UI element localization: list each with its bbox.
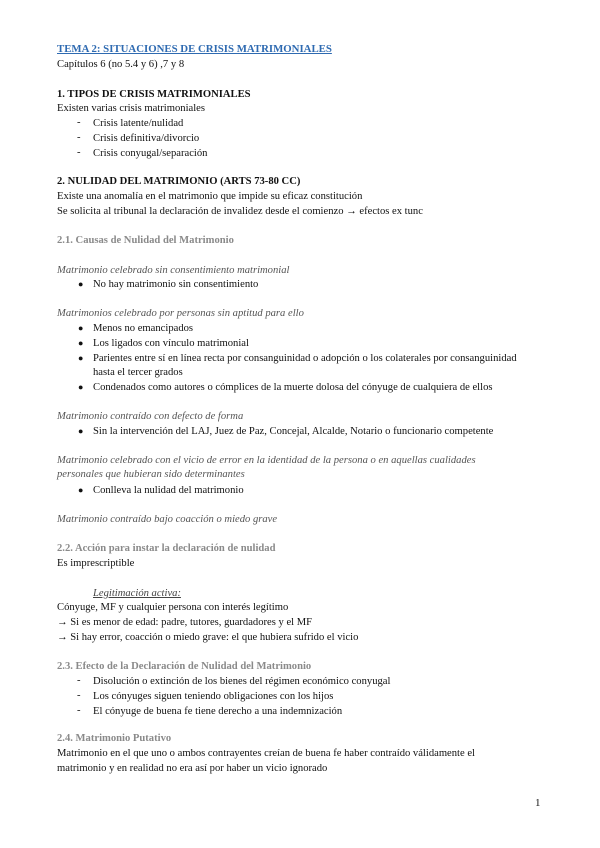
page-number: 1 (535, 797, 541, 809)
cause-label: Matrimonio contraído bajo coacción o miedo grave (57, 514, 278, 525)
effect-item: El cónyuge de buena fe tiene derecho a una indemnización (93, 706, 343, 717)
cause-item: Menos no emancipados (93, 323, 194, 334)
dash-marker: - (77, 690, 81, 701)
section-1-heading: 1. TIPOS DE CRISIS MATRIMONIALES (57, 89, 251, 100)
cause-item-continuation: hasta el tercer grados (93, 367, 183, 378)
cause-item: Sin la intervención del LAJ, Juez de Paz, Concejal, Alcalde, Notario o funcionario competente (93, 426, 494, 437)
section-2-2-line: Es imprescriptible (57, 558, 135, 569)
section-2-heading: 2. NULIDAD DEL MATRIMONIO (ARTS 73-80 CC) (57, 176, 301, 187)
effect-item: Disolución o extinción de los bienes del régimen económico conyugal (93, 676, 391, 687)
cause-item: Condenados como autores o cómplices de la muerte dolosa del cónyuge de cualquiera de ellos (93, 382, 493, 393)
section-2-4-line: matrimonio y en realidad no era así por haber un vicio ignorado (57, 763, 328, 774)
document-title: TEMA 2: SITUACIONES DE CRISIS MATRIMONIALES (57, 43, 332, 55)
effect-item: Los cónyuges siguen teniendo obligaciones con los hijos (93, 691, 334, 702)
bullet-marker: ● (78, 382, 84, 392)
bullet-marker: ● (78, 338, 84, 348)
bullet-marker: ● (78, 485, 84, 495)
cause-label: Matrimonios celebrado por personas sin aptitud para ello (57, 308, 304, 319)
section-2-line: Se solicita al tribunal la declaración de invalidez desde el comienzo → efectos ex tunc (57, 206, 423, 217)
section-1-intro: Existen varias crisis matrimoniales (57, 103, 205, 114)
section-2-4-heading: 2.4. Matrimonio Putativo (57, 733, 172, 744)
bullet-marker: ● (78, 323, 84, 333)
legitimation-line: → Si es menor de edad: padre, tutores, guardadores y el MF (57, 617, 313, 628)
cause-label: Matrimonio celebrado sin consentimiento matrimonial (57, 265, 290, 276)
crisis-type-item: Crisis conyugal/separación (93, 148, 208, 159)
bullet-marker: ● (78, 279, 84, 289)
chapters-note: Capítulos 6 (no 5.4 y 6) ,7 y 8 (57, 59, 185, 70)
cause-item: Conlleva la nulidad del matrimonio (93, 485, 244, 496)
bullet-marker: ● (78, 426, 84, 436)
legitimation-line: Cónyuge, MF y cualquier persona con interés legítimo (57, 602, 289, 613)
bullet-marker: ● (78, 353, 84, 363)
section-2-line: Existe una anomalía en el matrimonio que impide su eficaz constitución (57, 191, 363, 202)
cause-label: Matrimonio contraído con defecto de forma (57, 411, 244, 422)
crisis-type-item: Crisis latente/nulidad (93, 118, 184, 129)
section-2-3-heading: 2.3. Efecto de la Declaración de Nulidad del Matrimonio (57, 661, 312, 672)
section-2-1-heading: 2.1. Causas de Nulidad del Matrimonio (57, 235, 234, 246)
legitimation-line: → Si hay error, coacción o miedo grave: el que hubiera sufrido el vicio (57, 632, 359, 643)
section-2-4-line: Matrimonio en el que uno o ambos contrayentes creían de buena fe haber contraído válidamente el (57, 748, 475, 759)
cause-item: Parientes entre sí en línea recta por consanguinidad o adopción o los colaterales por consanguinidad (93, 353, 517, 364)
cause-label-continuation: personales que hubieran sido determinantes (57, 469, 245, 480)
section-2-2-heading: 2.2. Acción para instar la declaración de nulidad (57, 543, 276, 554)
crisis-type-item: Crisis definitiva/divorcio (93, 133, 200, 144)
cause-label: Matrimonio celebrado con el vicio de error en la identidad de la persona o en aquellas cualidades (57, 455, 476, 466)
dash-marker: - (77, 147, 81, 158)
dash-marker: - (77, 117, 81, 128)
legitimation-label: Legitimación activa: (93, 588, 181, 599)
dash-marker: - (77, 705, 81, 716)
dash-marker: - (77, 132, 81, 143)
cause-item: Los ligados con vínculo matrimonial (93, 338, 249, 349)
cause-item: No hay matrimonio sin consentimiento (93, 279, 259, 290)
dash-marker: - (77, 675, 81, 686)
